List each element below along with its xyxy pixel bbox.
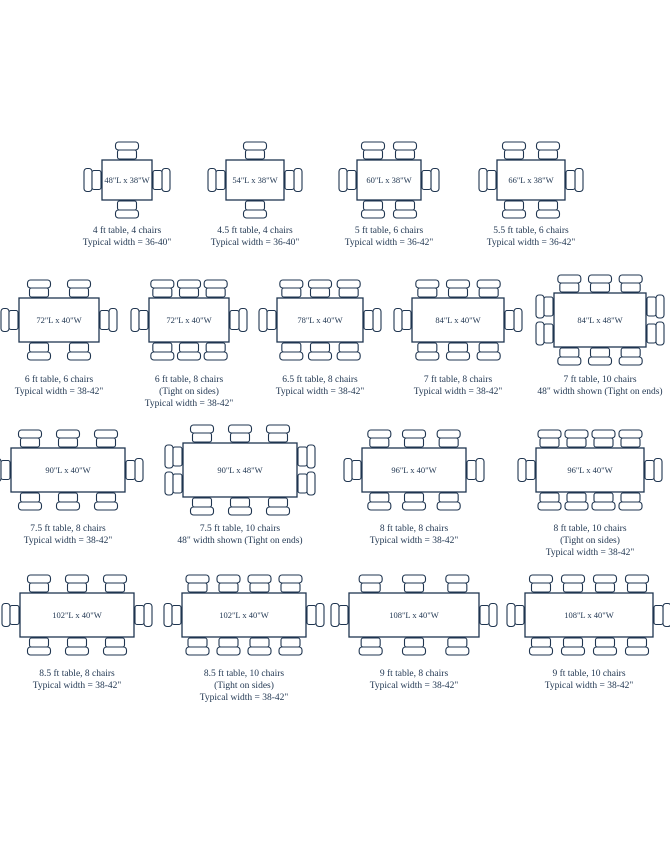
chair <box>309 343 332 360</box>
chair <box>647 295 664 318</box>
chair <box>654 604 670 627</box>
table-layout-t16 <box>331 575 497 691</box>
chair <box>537 142 560 159</box>
chair <box>403 638 426 655</box>
table-caption-line: 7 ft table, 10 chairs <box>563 375 637 385</box>
table-dimension-label: 60"L x 38"W <box>366 175 412 185</box>
chair <box>536 322 553 345</box>
table-caption-line: 4 ft table, 4 chairs <box>92 226 162 236</box>
chair <box>447 343 470 360</box>
chair <box>267 498 290 515</box>
chair <box>619 493 642 510</box>
table-layout-t2 <box>208 142 302 248</box>
table-caption-line: 9 ft table, 10 chairs <box>552 669 626 679</box>
table-caption-line: (Tight on sides) <box>214 681 274 691</box>
chair <box>28 638 51 655</box>
table-dimension-label: 78"L x 40"W <box>297 315 343 325</box>
chair <box>339 169 356 192</box>
chair <box>394 142 417 159</box>
chair <box>359 638 382 655</box>
table-caption-line: 4.5 ft table, 4 chairs <box>217 226 293 236</box>
table-dimension-label: 108"L x 40"W <box>564 610 614 620</box>
chair <box>562 638 585 655</box>
chair <box>191 425 214 442</box>
table-caption-line: Typical width = 36-42" <box>344 238 434 248</box>
table-dimension-label: 102"L x 40"W <box>52 610 102 620</box>
table-caption-line: 8.5 ft table, 10 chairs <box>203 669 285 679</box>
table-layout-t9 <box>536 275 664 397</box>
chair <box>165 445 182 468</box>
table-caption-line: Typical width = 38-42" <box>369 681 459 691</box>
chair <box>619 275 642 292</box>
chair <box>57 493 80 510</box>
table-caption-line: 7.5 ft table, 8 chairs <box>30 524 106 534</box>
chair <box>589 275 612 292</box>
chair <box>259 309 276 332</box>
table-layout-t17 <box>507 575 670 691</box>
chair <box>626 638 649 655</box>
chair <box>537 201 560 218</box>
table-layout-t6 <box>131 280 247 409</box>
chair <box>437 493 460 510</box>
chair <box>164 604 181 627</box>
chair <box>368 430 391 447</box>
table-caption-line: 8.5 ft table, 8 chairs <box>39 669 115 679</box>
chair <box>208 169 225 192</box>
chair <box>645 459 662 482</box>
chair <box>95 430 118 447</box>
table-layout-t14 <box>2 575 152 691</box>
chair <box>507 604 524 627</box>
table-caption-line: 8 ft table, 10 chairs <box>553 524 627 534</box>
chair <box>230 309 247 332</box>
table-dimension-label: 96"L x 40"W <box>567 465 613 475</box>
chair <box>104 638 127 655</box>
chair <box>337 280 360 297</box>
chair <box>337 343 360 360</box>
table-caption-line: Typical width = 38-42" <box>545 548 635 558</box>
chair <box>0 459 10 482</box>
table-caption-line: 6.5 ft table, 8 chairs <box>282 375 358 385</box>
chair <box>394 201 417 218</box>
chair <box>1 309 18 332</box>
chair <box>104 575 127 592</box>
table-dimension-label: 84"L x 48"W <box>577 315 623 325</box>
chair <box>538 430 561 447</box>
table-caption-line: Typical width = 36-40" <box>210 238 300 248</box>
chair <box>116 142 139 159</box>
chair <box>331 604 348 627</box>
chair <box>364 309 381 332</box>
table-dimension-label: 84"L x 40"W <box>435 315 481 325</box>
chair <box>477 280 500 297</box>
table-caption-line: Typical width = 38-42" <box>14 387 104 397</box>
table-caption-line: 48" width shown (Tight on ends) <box>537 387 663 397</box>
chair <box>307 604 324 627</box>
chair <box>68 343 91 360</box>
chair <box>116 201 139 218</box>
chair <box>589 348 612 365</box>
table-layout-t10 <box>0 430 143 546</box>
chair <box>592 493 615 510</box>
table-caption-line: Typical width = 38-42" <box>32 681 122 691</box>
chair <box>538 493 561 510</box>
table-caption-line: Typical width = 38-42" <box>369 536 459 546</box>
table-layout-t13 <box>518 430 662 558</box>
chair <box>204 280 227 297</box>
chair <box>151 280 174 297</box>
chair <box>647 322 664 345</box>
chair <box>558 275 581 292</box>
table-caption-line: 48" width shown (Tight on ends) <box>177 536 303 546</box>
chair <box>368 493 391 510</box>
table-dimension-label: 108"L x 40"W <box>389 610 439 620</box>
chair <box>298 472 315 495</box>
chair <box>217 575 240 592</box>
table-caption-line: 5 ft table, 6 chairs <box>354 226 424 236</box>
chair <box>217 638 240 655</box>
table-layout-t8 <box>394 280 522 397</box>
table-caption-line: Typical width = 38-42" <box>275 387 365 397</box>
chair <box>359 575 382 592</box>
table-dimension-label: 102"L x 40"W <box>219 610 269 620</box>
chair <box>505 309 522 332</box>
chair <box>594 638 617 655</box>
chair <box>480 604 497 627</box>
table-caption-line: 7.5 ft table, 10 chairs <box>199 524 281 534</box>
chair <box>229 498 252 515</box>
table-layout-t15 <box>164 575 324 703</box>
chair <box>479 169 496 192</box>
table-dimension-label: 72"L x 40"W <box>36 315 82 325</box>
chair <box>191 498 214 515</box>
chair <box>416 280 439 297</box>
chair <box>19 430 42 447</box>
chair <box>280 280 303 297</box>
chair <box>362 142 385 159</box>
chair <box>565 430 588 447</box>
chair <box>403 575 426 592</box>
chair <box>95 493 118 510</box>
chair <box>285 169 302 192</box>
table-caption-line: 7 ft table, 8 chairs <box>423 375 493 385</box>
chair <box>362 201 385 218</box>
chair <box>446 638 469 655</box>
table-dimension-label: 66"L x 38"W <box>508 175 554 185</box>
chair <box>467 459 484 482</box>
chair <box>66 575 89 592</box>
table-dimension-label: 54"L x 38"W <box>232 175 278 185</box>
chair <box>57 430 80 447</box>
chair <box>447 280 470 297</box>
chair <box>530 575 553 592</box>
chair <box>28 280 51 297</box>
table-caption-line: 6 ft table, 8 chairs <box>154 375 224 385</box>
chair <box>503 142 526 159</box>
chair <box>28 343 51 360</box>
chair <box>151 343 174 360</box>
chair <box>131 309 148 332</box>
chair <box>536 295 553 318</box>
chair <box>518 459 535 482</box>
table-caption-line: (Tight on sides) <box>159 387 219 397</box>
chair <box>416 343 439 360</box>
chair <box>248 638 271 655</box>
table-caption-line: Typical width = 36-40" <box>82 238 172 248</box>
chair <box>565 493 588 510</box>
chair <box>279 575 302 592</box>
chair <box>594 575 617 592</box>
chair <box>126 459 143 482</box>
chair <box>592 430 615 447</box>
table-caption-line: Typical width = 38-42" <box>413 387 503 397</box>
table-dimension-label: 72"L x 40"W <box>166 315 212 325</box>
table-layout-t12 <box>344 430 484 546</box>
table-layout-t11 <box>165 425 315 546</box>
chair <box>186 638 209 655</box>
table-dimension-label: 90"L x 48"W <box>217 465 263 475</box>
chair <box>178 280 201 297</box>
chair <box>19 493 42 510</box>
chair <box>135 604 152 627</box>
table-dimension-label: 90"L x 40"W <box>45 465 91 475</box>
chair <box>619 430 642 447</box>
chair <box>280 343 303 360</box>
chair <box>626 575 649 592</box>
chair <box>178 343 201 360</box>
chair <box>394 309 411 332</box>
chair <box>422 169 439 192</box>
table-layout-t1 <box>83 142 172 248</box>
table-layout-t7 <box>259 280 381 397</box>
chair <box>66 638 89 655</box>
table-caption-line: Typical width = 38-42" <box>23 536 113 546</box>
chair <box>566 169 583 192</box>
chair <box>558 348 581 365</box>
table-dimension-label: 48"L x 38"W <box>104 175 150 185</box>
chair <box>344 459 361 482</box>
table-caption-line: 6 ft table, 6 chairs <box>24 375 94 385</box>
chair <box>100 309 117 332</box>
table-caption-line: Typical width = 38-42" <box>144 399 234 409</box>
chair <box>446 575 469 592</box>
chair <box>165 472 182 495</box>
table-caption-line: 8 ft table, 8 chairs <box>379 524 449 534</box>
chair <box>248 575 271 592</box>
chair <box>186 575 209 592</box>
chair <box>619 348 642 365</box>
table-layout-t4 <box>479 142 583 248</box>
table-layout-t5 <box>1 280 117 397</box>
table-layout-t3 <box>339 142 439 248</box>
chair <box>279 638 302 655</box>
chair <box>229 425 252 442</box>
table-caption-line: 9 ft table, 8 chairs <box>379 669 449 679</box>
chair <box>68 280 91 297</box>
chair <box>403 430 426 447</box>
table-caption-line: Typical width = 36-42" <box>486 238 576 248</box>
chair <box>309 280 332 297</box>
table-caption-line: Typical width = 38-42" <box>199 693 289 703</box>
chair <box>2 604 19 627</box>
table-dimension-label: 96"L x 40"W <box>391 465 437 475</box>
chair <box>244 142 267 159</box>
chair <box>267 425 290 442</box>
chair <box>153 169 170 192</box>
chair <box>562 575 585 592</box>
chair <box>244 201 267 218</box>
chair <box>204 343 227 360</box>
table-caption-line: Typical width = 38-42" <box>544 681 634 691</box>
table-caption-line: (Tight on sides) <box>560 536 620 546</box>
chair <box>437 430 460 447</box>
chair <box>477 343 500 360</box>
chair <box>530 638 553 655</box>
chair <box>503 201 526 218</box>
chair <box>403 493 426 510</box>
table-caption-line: 5.5 ft table, 6 chairs <box>493 226 569 236</box>
chair <box>84 169 101 192</box>
chair <box>28 575 51 592</box>
chair <box>298 445 315 468</box>
